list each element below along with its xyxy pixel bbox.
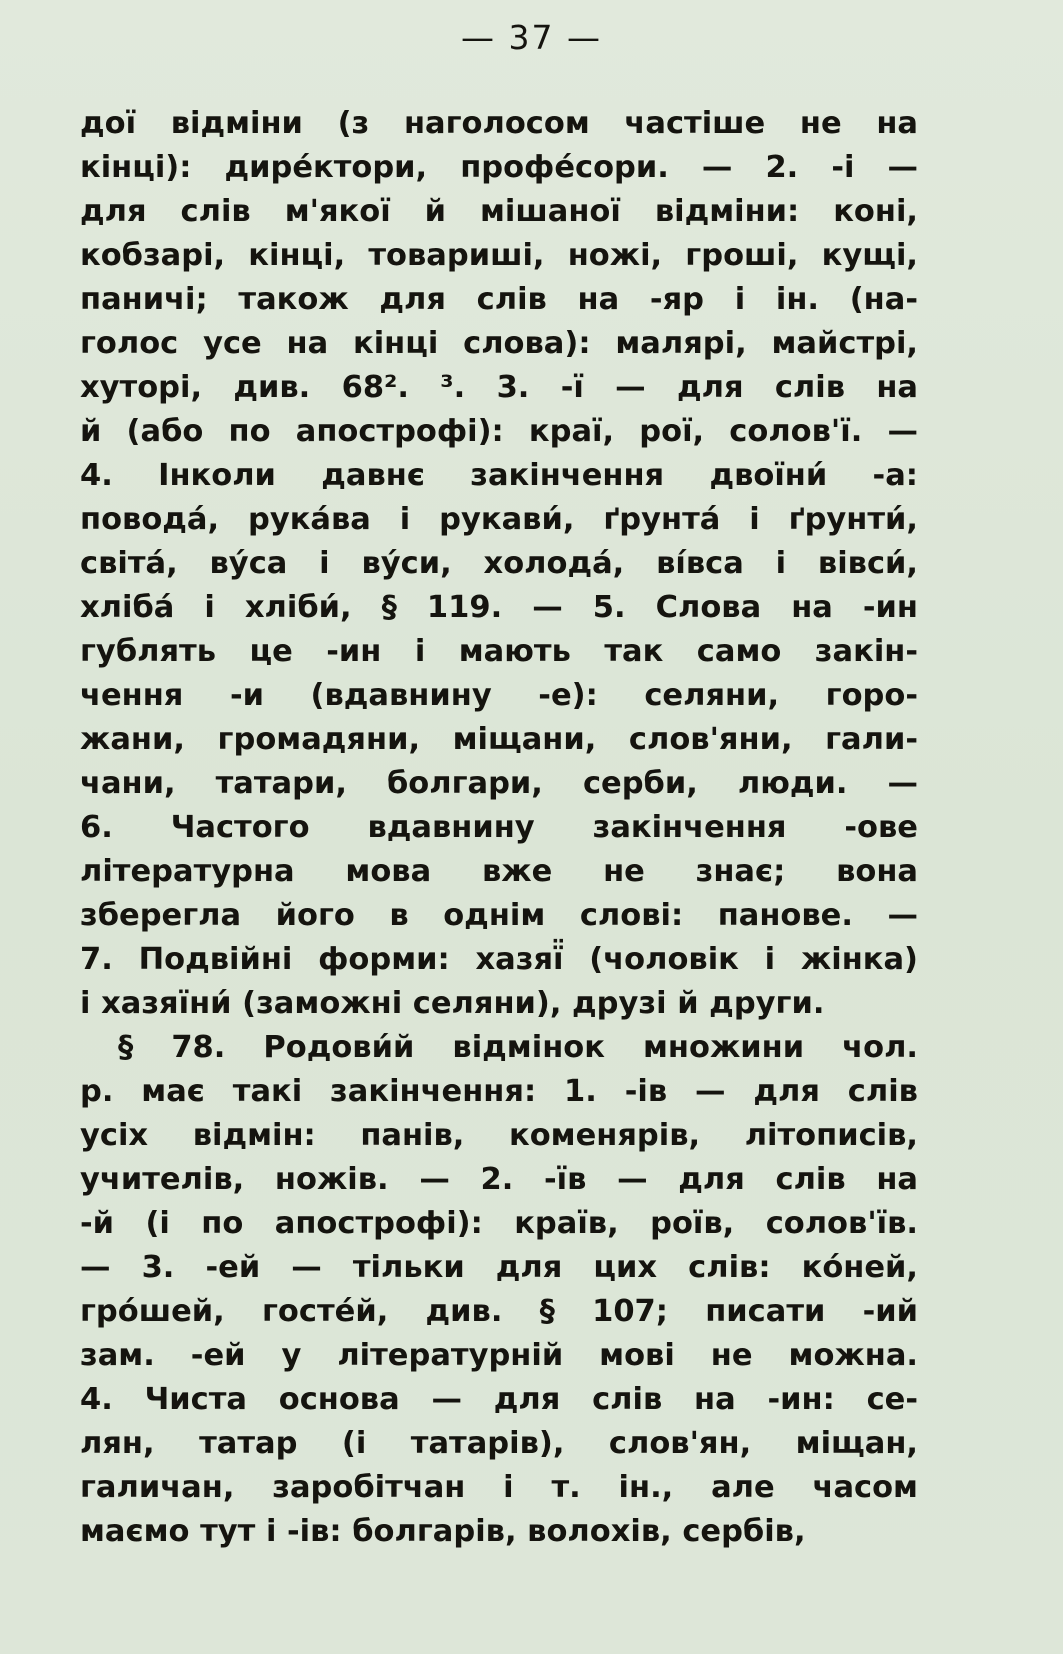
text-line: кінці): дире́ктори, профе́сори. — 2. -і — bbox=[80, 150, 918, 185]
text-line: § 78. Родови́й відмінок множини чол. bbox=[118, 1030, 918, 1065]
text-line: -й (і по апострофі): країв, роїв, солов'їв. bbox=[80, 1206, 918, 1241]
text-line: чення -и (вдавнину -е): селяни, горо- bbox=[80, 678, 918, 713]
text-line: і хазяїни́ (заможні селяни), друзі й други. bbox=[80, 986, 825, 1021]
body-text bbox=[80, 102, 918, 1554]
text-line: й (або по апострофі): краї, рої, солов'ї. — bbox=[80, 414, 918, 449]
text-line: жани, громадяни, міщани, слов'яни, гали- bbox=[80, 722, 918, 757]
text-line: 4. Чиста основа — для слів на -ин: се- bbox=[80, 1382, 918, 1417]
text-line: маємо тут і -ів: болгарів, волохів, сербів, bbox=[80, 1514, 806, 1549]
text-line: кобзарі, кінці, товариші, ножі, гроші, кущі, bbox=[80, 238, 918, 273]
text-line: чани, татари, болгари, серби, люди. — bbox=[80, 766, 918, 801]
text-line: зберегла його в однім слові: панове. — bbox=[80, 898, 918, 933]
text-line: паничі; також для слів на -яр і ін. (на- bbox=[80, 282, 918, 317]
text-line: 6. Частого вдавнину закінчення -ове bbox=[80, 810, 918, 845]
text-line: лян, татар (і татарів), слов'ян, міщан, bbox=[80, 1426, 918, 1461]
text-line: голос усе на кінці слова): малярі, майстрі, bbox=[80, 326, 918, 361]
text-line: — 3. -ей — тільки для цих слів: ко́ней, bbox=[80, 1250, 918, 1285]
text-line: 7. Подвійні форми: хазяї̈ (чоловік і жінка) bbox=[80, 942, 918, 977]
text-line: галичан, заробітчан і т. ін., але часом bbox=[80, 1470, 918, 1505]
text-line: усіх відмін: панів, коменярів, літописів, bbox=[80, 1118, 918, 1153]
text-line: літературна мова вже не знає; вона bbox=[80, 854, 918, 889]
text-line: гро́шей, госте́й, див. § 107; писати -ий bbox=[80, 1294, 918, 1329]
text-line: повода́, рука́ва і рукави́, ґрунта́ і ґрунти́, bbox=[80, 502, 918, 537]
text-line: дої відміни (з наголосом частіше не на bbox=[80, 106, 918, 141]
text-line: світа́, ву́са і ву́си, холода́, ві́вса і вівси́, bbox=[80, 546, 918, 581]
text-line: хуторі, див. 68². ³. 3. -ї — для слів на bbox=[80, 370, 918, 405]
text-line: зам. -ей у літературній мові не можна. bbox=[80, 1338, 918, 1373]
text-line: учителів, ножів. — 2. -їв — для слів на bbox=[80, 1162, 918, 1197]
text-line: гублять це -ин і мають так само закін- bbox=[80, 634, 918, 669]
text-line: р. має такі закінчення: 1. -ів — для слів bbox=[80, 1074, 918, 1109]
page-number: — 37 — bbox=[461, 18, 602, 57]
text-line: хліба́ і хліби́, § 119. — 5. Слова на -ин bbox=[80, 590, 918, 625]
text-line: 4. Інколи давнє закінчення двоїни́ -а: bbox=[80, 458, 918, 493]
text-line: для слів м'якої й мішаної відміни: коні, bbox=[80, 194, 918, 229]
